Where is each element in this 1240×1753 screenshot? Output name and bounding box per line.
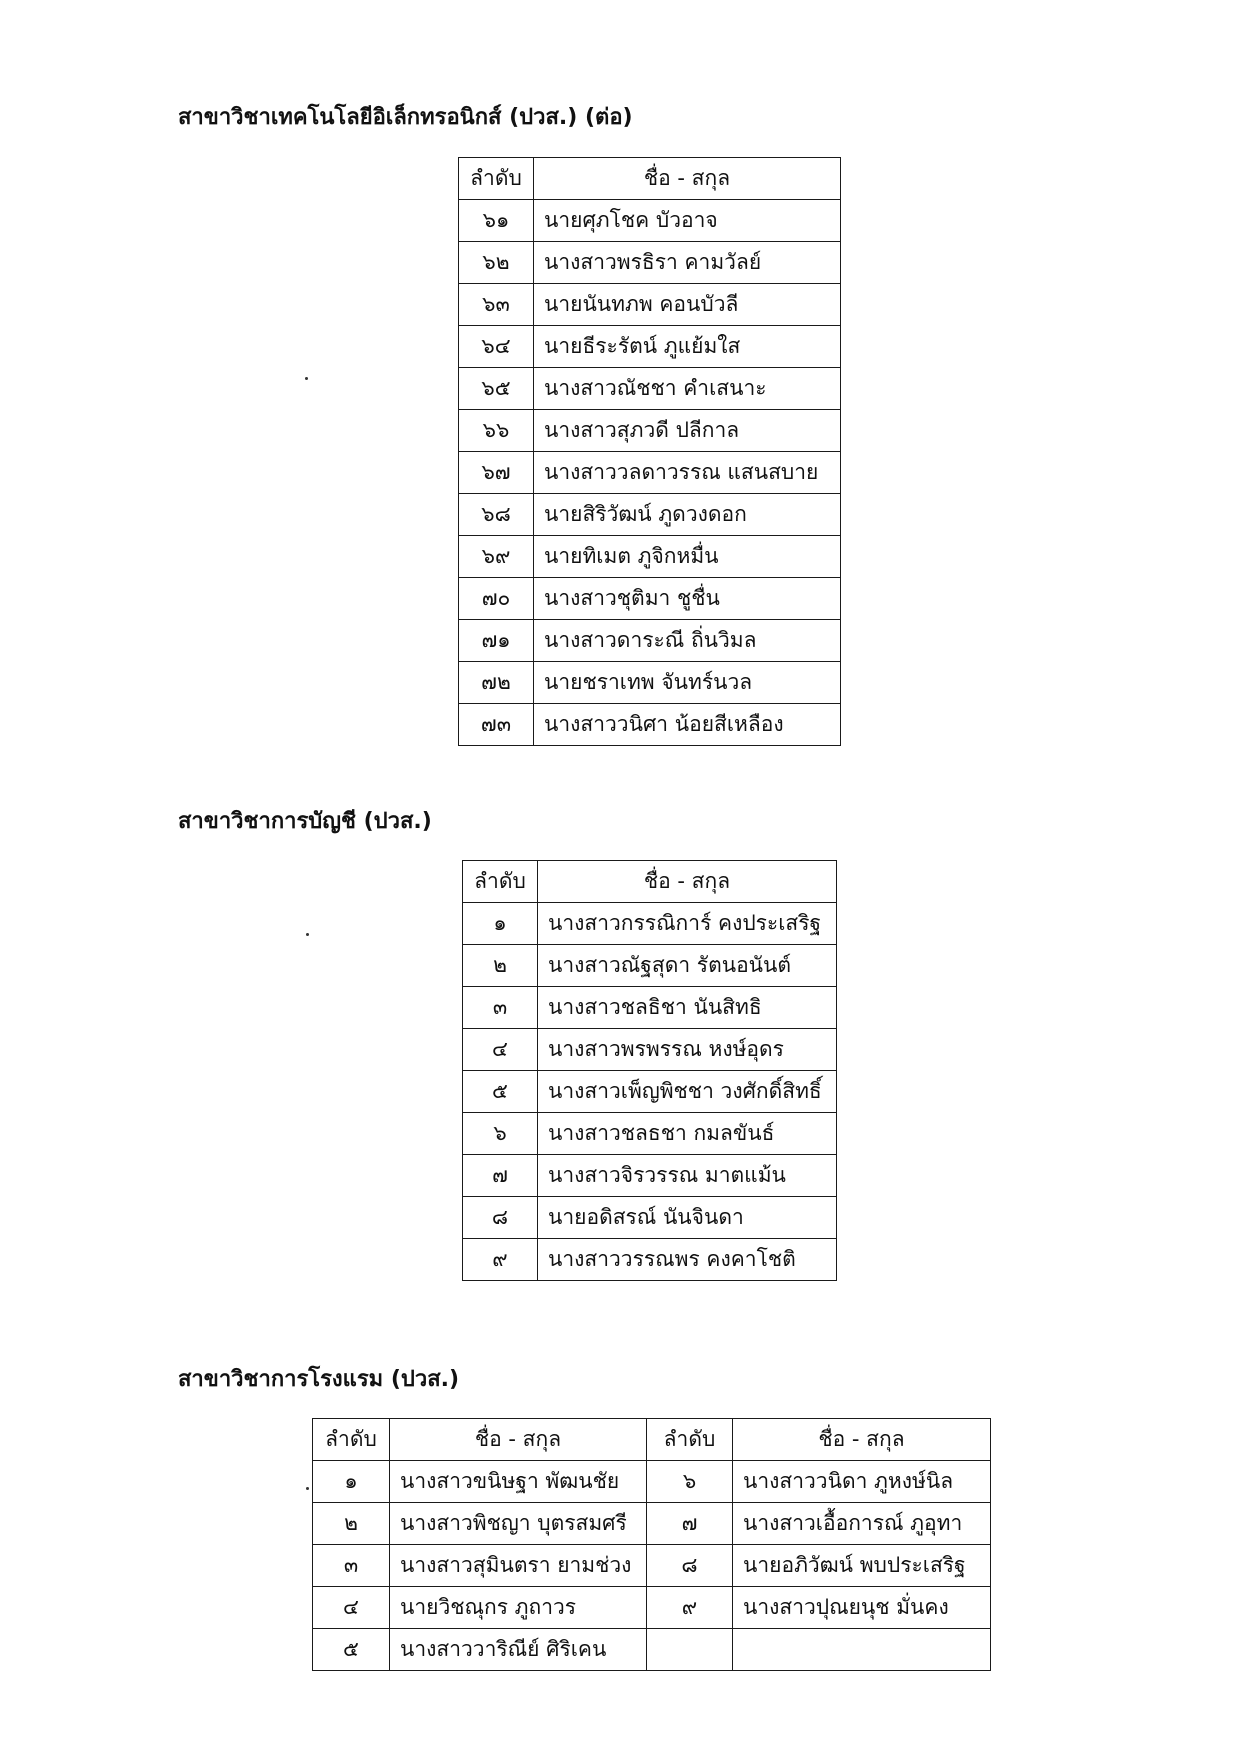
table-row: [459, 662, 841, 704]
section-title-hotel: สาขาวิชาการโรงแรม (ปวส.): [178, 1367, 460, 1392]
row-name: นายชราเทพ จันทร์นวล: [534, 662, 841, 704]
row-number: ๓: [313, 1545, 390, 1587]
section-title-electronics: สาขาวิชาเทคโนโลยีอิเล็กทรอนิกส์ (ปวส.) (ต่อ): [178, 105, 633, 130]
row-number: ๙: [647, 1587, 733, 1629]
row-name: นางสาวพรพรรณ หงษ์อุดร: [538, 1029, 837, 1071]
column-header-no: ลำดับ: [647, 1419, 733, 1461]
table-row: [459, 284, 841, 326]
row-name: นายอภิวัฒน์ พบประเสริฐ: [733, 1545, 991, 1587]
row-number: ๒: [313, 1503, 390, 1545]
row-name: นายอดิสรณ์ นันจินดา: [538, 1197, 837, 1239]
table-row: [463, 987, 837, 1029]
column-header-name: ชื่อ - สกุล: [538, 861, 837, 903]
table-row: [459, 200, 841, 242]
row-number: ๖๖: [459, 410, 534, 452]
table-row: [459, 368, 841, 410]
table-row: [463, 1071, 837, 1113]
row-number: ๗๒: [459, 662, 534, 704]
row-name: นางสาววนิศา น้อยสีเหลือง: [534, 704, 841, 746]
row-number: ๔: [463, 1029, 538, 1071]
table-row: [459, 326, 841, 368]
column-header-name: ชื่อ - สกุล: [733, 1419, 991, 1461]
row-name: นางสาวปุณยนุช มั่นคง: [733, 1587, 991, 1629]
row-number-empty: [647, 1629, 733, 1671]
electronics-table: [458, 157, 841, 746]
table-header-row: [313, 1419, 991, 1461]
row-name: นางสาววนิดา ภูหงษ์นิล: [733, 1461, 991, 1503]
row-number: ๖๔: [459, 326, 534, 368]
row-number: ๖๓: [459, 284, 534, 326]
row-number: ๗๓: [459, 704, 534, 746]
row-number: ๕: [313, 1629, 390, 1671]
row-name: นางสาวขนิษฐา พัฒนชัย: [390, 1461, 647, 1503]
row-number: ๖๕: [459, 368, 534, 410]
row-number: ๗: [463, 1155, 538, 1197]
row-name: นางสาวเพ็ญพิชชา วงศักดิ์สิทธิ์: [538, 1071, 837, 1113]
table-row: [463, 945, 837, 987]
row-name: นายทิเมต ภูจิกหมื่น: [534, 536, 841, 578]
row-number: ๗๑: [459, 620, 534, 662]
table-row: [459, 410, 841, 452]
table-row: [459, 452, 841, 494]
hotel-table: [312, 1418, 991, 1671]
row-number: ๑: [463, 903, 538, 945]
table-row: [463, 903, 837, 945]
row-number: ๖: [463, 1113, 538, 1155]
table-header-row: [463, 861, 837, 903]
table-row: [313, 1503, 991, 1545]
row-name: นางสาวสุมินตรา ยามช่วง: [390, 1545, 647, 1587]
table-row: [463, 1029, 837, 1071]
column-header-no: ลำดับ: [313, 1419, 390, 1461]
row-name: นายศุภโชค บัวอาจ: [534, 200, 841, 242]
table-row: [459, 494, 841, 536]
scan-dot: [306, 1487, 309, 1490]
row-name: นายสิริวัฒน์ ภูดวงดอก: [534, 494, 841, 536]
row-name-empty: [733, 1629, 991, 1671]
row-number: ๗๐: [459, 578, 534, 620]
row-number: ๖๙: [459, 536, 534, 578]
accounting-table: [462, 860, 837, 1281]
row-number: ๙: [463, 1239, 538, 1281]
row-name: นายธีระรัตน์ ภูแย้มใส: [534, 326, 841, 368]
table-row: [313, 1587, 991, 1629]
row-name: นางสาวเอื้อการณ์ ภูอุทา: [733, 1503, 991, 1545]
row-number: ๖๗: [459, 452, 534, 494]
table-row: [459, 620, 841, 662]
table-row: [459, 536, 841, 578]
row-number: ๖๘: [459, 494, 534, 536]
row-name: นางสาวชลธิชา นันสิทธิ: [538, 987, 837, 1029]
row-number: ๗: [647, 1503, 733, 1545]
table-row: [313, 1461, 991, 1503]
row-name: นายนันทภพ คอนบัวลี: [534, 284, 841, 326]
row-number: ๓: [463, 987, 538, 1029]
row-number: ๕: [463, 1071, 538, 1113]
row-number: ๘: [647, 1545, 733, 1587]
row-number: ๑: [313, 1461, 390, 1503]
row-number: ๒: [463, 945, 538, 987]
row-number: ๘: [463, 1197, 538, 1239]
table-row: [313, 1629, 991, 1671]
scan-dot: [305, 377, 308, 380]
table-row: [463, 1155, 837, 1197]
row-name: นางสาววาริณีย์ ศิริเคน: [390, 1629, 647, 1671]
row-name: นางสาววรรณพร คงคาโชติ: [538, 1239, 837, 1281]
row-name: นางสาวพรธิรา คามวัลย์: [534, 242, 841, 284]
column-header-no: ลำดับ: [459, 158, 534, 200]
column-header-name: ชื่อ - สกุล: [390, 1419, 647, 1461]
table-row: [459, 242, 841, 284]
table-row: [463, 1113, 837, 1155]
row-name: นางสาวจิรวรรณ มาตแม้น: [538, 1155, 837, 1197]
row-name: นางสาวณัฐสุดา รัตนอนันต์: [538, 945, 837, 987]
row-name: นางสาวกรรณิการ์ คงประเสริฐ: [538, 903, 837, 945]
row-name: นายวิชณุกร ภูถาวร: [390, 1587, 647, 1629]
row-name: นางสาววลดาวรรณ แสนสบาย: [534, 452, 841, 494]
row-name: นางสาวพิชญา บุตรสมศรี: [390, 1503, 647, 1545]
table-row: [313, 1545, 991, 1587]
row-number: ๖๒: [459, 242, 534, 284]
table-header-row: [459, 158, 841, 200]
row-name: นางสาวดาระณี ถิ่นวิมล: [534, 620, 841, 662]
scan-dot: [306, 933, 309, 936]
table-row: [463, 1197, 837, 1239]
row-number: ๖: [647, 1461, 733, 1503]
column-header-no: ลำดับ: [463, 861, 538, 903]
table-row: [459, 704, 841, 746]
row-name: นางสาวชลธชา กมลขันธ์: [538, 1113, 837, 1155]
table-row: [463, 1239, 837, 1281]
row-number: ๔: [313, 1587, 390, 1629]
row-name: นางสาวสุภวดี ปลีกาล: [534, 410, 841, 452]
section-title-accounting: สาขาวิชาการบัญชี (ปวส.): [178, 809, 432, 834]
row-name: นางสาวณัชชา คำเสนาะ: [534, 368, 841, 410]
row-number: ๖๑: [459, 200, 534, 242]
row-name: นางสาวชุติมา ชูชื่น: [534, 578, 841, 620]
table-row: [459, 578, 841, 620]
column-header-name: ชื่อ - สกุล: [534, 158, 841, 200]
